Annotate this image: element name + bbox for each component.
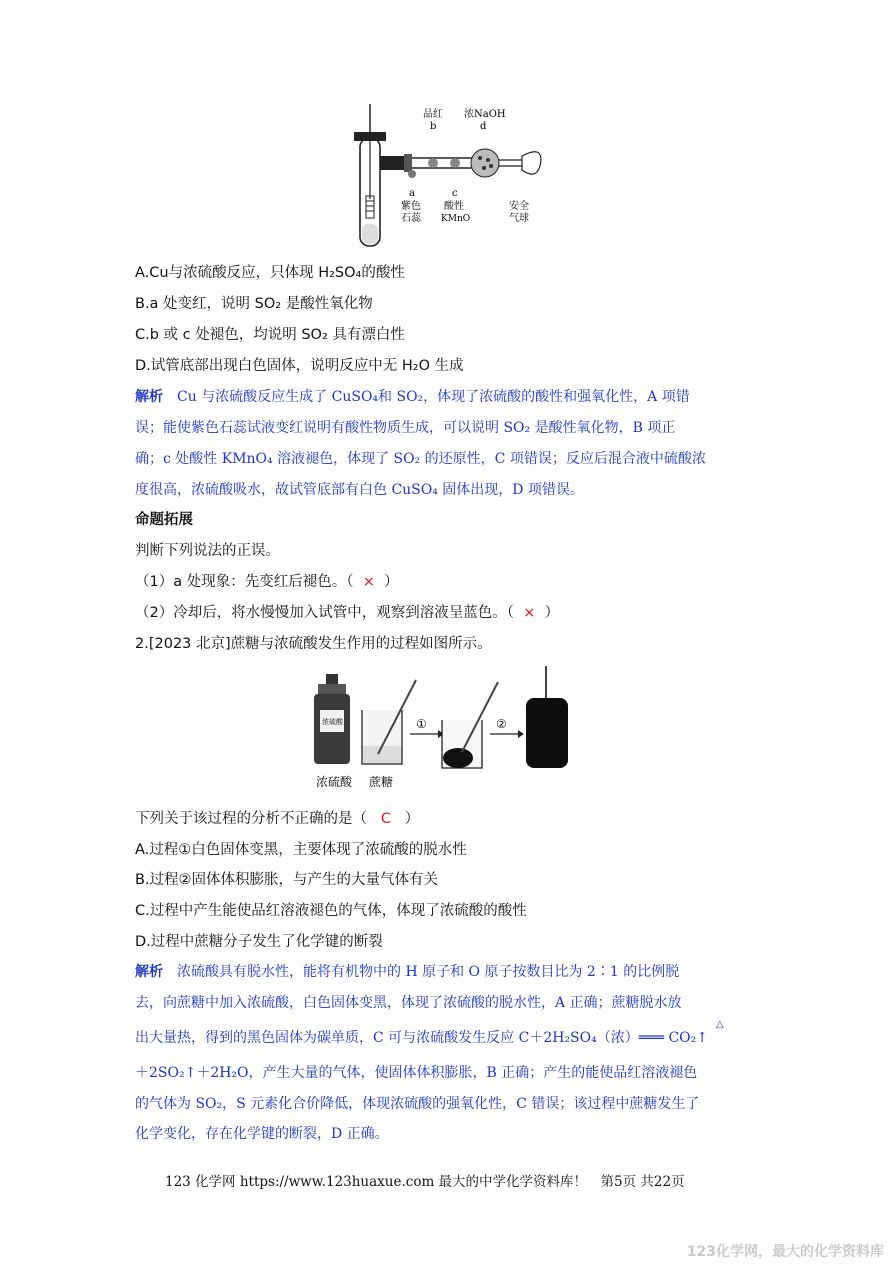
q2-option-a: A.过程①白色固体变黑，主要体现了浓硫酸的脱水性 <box>135 842 467 858</box>
label-c-name1: 酸性 <box>444 201 464 212</box>
extension-prompt: 判断下列说法的正误。 <box>135 543 280 559</box>
q2-option-b: B.过程②固体体积膨胀，与产生的大量气体有关 <box>135 872 439 888</box>
analysis2-line6: 化学变化，存在化学键的断裂，D 正确。 <box>135 1126 389 1142</box>
analysis2-line2: 去，向蔗糖中加入浓硫酸，白色固体变黑，体现了浓硫酸的脱水性，A 正确；蔗糖脱水放 <box>135 995 682 1011</box>
analysis2-line5: 的气体为 SO₂，S 元素化合价降低，体现浓硫酸的强氧化性，C 错误；该过程中蔗糖发生了 <box>135 1096 700 1112</box>
analysis1-line1: 解析 Cu 与浓硫酸反应生成了 CuSO₄和 SO₂，体现了浓硫酸的酸性和强氧化性，A 项错 <box>135 389 690 405</box>
label-c-name2: KMnO <box>441 214 471 224</box>
q2-option-d: D.过程中蔗糖分子发生了化学键的断裂 <box>135 934 383 950</box>
q2-option-c: C.过程中产生能使品红溶液褪色的气体，体现了浓硫酸的酸性 <box>135 903 527 919</box>
analysis2-label: 解析 <box>135 964 163 980</box>
label-d: d <box>480 121 487 132</box>
label-a-name1: 紫色 <box>401 201 421 212</box>
q2-question: 下列关于该过程的分析不正确的是（ C ） <box>135 811 420 827</box>
step2-label: ② <box>496 717 507 731</box>
label-b-name: 品红 <box>423 109 443 120</box>
balloon <box>522 152 541 174</box>
watermark: 123化学网，最大的化学资料库 <box>686 1244 884 1260</box>
delta-symbol: △ <box>716 1019 724 1030</box>
step1-label: ① <box>416 717 427 731</box>
swab-c <box>450 158 460 168</box>
apparatus-figure <box>340 104 550 254</box>
extension-item1: （1）a 处现象：先变红后褪色。（ × ） <box>135 574 399 590</box>
bottle-label: 浓硫酸 <box>322 718 343 726</box>
analysis2-line4: ＋2SO₂↑＋2H₂O，产生大量的气体，使固体体积膨胀，B 正确；产生的能使品红溶液褪色 <box>135 1065 698 1081</box>
extension-item1-answer: × <box>362 574 375 590</box>
swab-a <box>408 170 416 178</box>
label-sugar: 蔗糖 <box>369 775 394 789</box>
label-a: a <box>409 188 415 199</box>
analysis1-line4: 度很高，浓硫酸吸水，故试管底部有白色 CuSO₄ 固体出现，D 项错误。 <box>135 482 584 498</box>
label-acid: 浓硫酸 <box>316 775 353 789</box>
extension-item2-answer: × <box>523 605 536 621</box>
q1-option-d: D.试管底部出现白色固体，说明反应中无 H₂O 生成 <box>135 358 464 374</box>
analysis1-line2: 误；能使紫色石蕊试液变红说明有酸性物质生成，可以说明 SO₂ 是酸性氧化物，B 项正 <box>135 420 676 436</box>
analysis1-line3: 确；c 处酸性 KMnO₄ 溶液褪色，体现了 SO₂ 的还原性，C 项错误；反应后混合液中硫酸浓 <box>135 451 706 467</box>
sugar-figure <box>312 664 572 792</box>
analysis1-label: 解析 <box>135 389 163 405</box>
extension-item2: （2）冷却后，将水慢慢加入试管中，观察到溶液呈蓝色。（ × ） <box>135 605 560 621</box>
q2-answer: C <box>380 811 391 827</box>
q1-option-a: A.Cu与浓硫酸反应，只体现 H₂SO₄的酸性 <box>135 265 405 281</box>
extension-title: 命题拓展 <box>135 512 193 528</box>
page-footer: 123 化学网 https://www.123huaxue.com 最大的中学化学资料库！ 第5页 共22页 <box>165 1174 685 1190</box>
label-a-name2: 石蕊 <box>401 213 421 224</box>
label-balloon1: 安全 <box>509 201 529 212</box>
analysis2-line1: 解析 浓硫酸具有脱水性，能将有机物中的 H 原子和 O 原子按数目比为 2∶1 的比例脱 <box>135 964 680 980</box>
label-b: b <box>430 121 437 132</box>
q1-option-c: C.b 或 c 处褪色，均说明 SO₂ 具有漂白性 <box>135 327 405 343</box>
label-balloon2: 气球 <box>509 213 529 224</box>
label-c: c <box>452 188 458 199</box>
analysis2-line3: 出大量热，得到的黑色固体为碳单质，C 可与浓硫酸发生反应 C＋2H₂SO₄（浓）═══ CO₂↑ <box>135 1030 709 1046</box>
q1-option-b: B.a 处变红，说明 SO₂ 是酸性氧化物 <box>135 296 373 312</box>
naoh-bulb <box>471 149 499 177</box>
q2-stem: 2.[2023 北京]蔗糖与浓硫酸发生作用的过程如图所示。 <box>135 636 492 652</box>
label-d-name: 浓NaOH <box>464 109 506 120</box>
swab-b <box>428 158 438 168</box>
